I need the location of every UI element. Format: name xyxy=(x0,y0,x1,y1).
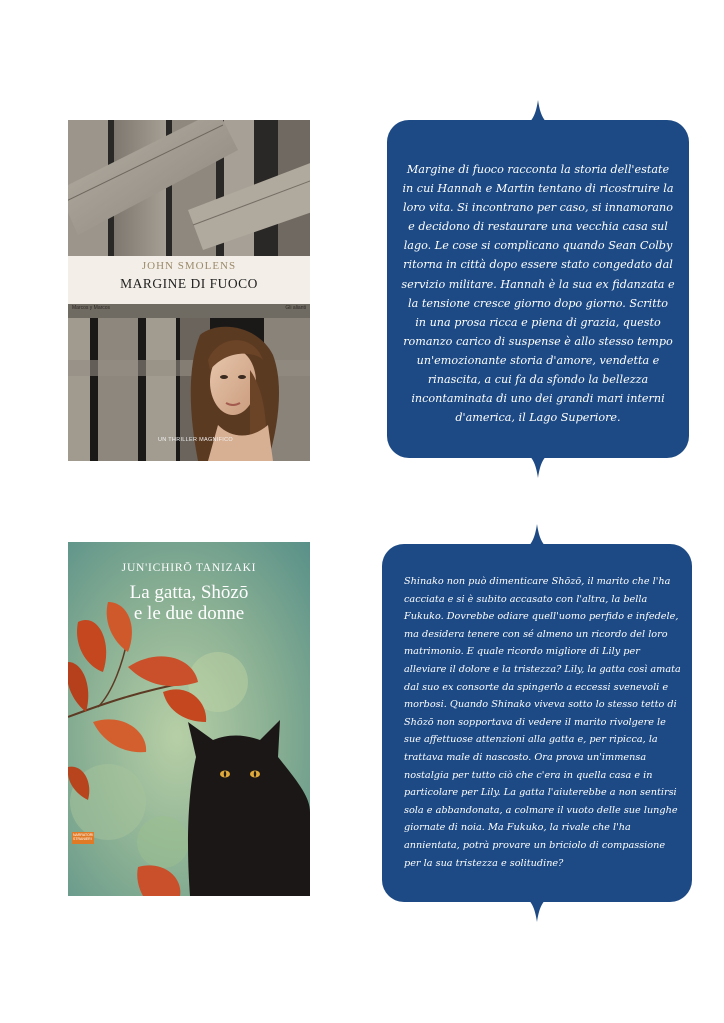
panel-notch-bottom xyxy=(521,896,553,922)
cover-title-line-1: La gatta, Shōzō xyxy=(129,582,249,603)
cover-title xyxy=(68,582,310,624)
cover-title: MARGINE DI FUOCO xyxy=(120,276,258,291)
book-description-text: Margine di fuoco racconta la storia dell'estate in cui Hannah e Martin tentano di ricostruire la loro vita. Si incontrano per caso, si innamorano e decidono di restaurare una vecchia casa sul lago. Le cose si complicano quando Sean Colby ritorna in città dopo essere stato congedato dal servizio militare. Hannah è la sua ex fidanzata e la tensione cresce giorno dopo giorno. Scritto in una prosa ricca e piena di grazia, questo romanzo carico di suspense è allo stesso tempo un'emozionante storia d'amore, vendetta e rinascita, a cui fa da sfondo la bellezza incontaminata di uno dei grandi mari interni d'america, il Lago Superiore. xyxy=(401,163,675,425)
book-description-panel-1 xyxy=(387,120,689,458)
cover-series-badge-text: NARRATORI STRANIERI xyxy=(73,833,94,841)
cover-author: JUN'ICHIRŌ TANIZAKI xyxy=(121,562,257,574)
panel-notch-bottom xyxy=(522,452,554,478)
cover-title-line-2: e le due donne xyxy=(133,603,245,624)
panel-notch-top xyxy=(521,524,553,550)
book-cover-la-gatta xyxy=(68,542,310,896)
book-description-panel-2 xyxy=(382,544,692,902)
panel-notch-top xyxy=(522,100,554,126)
cover-author: JOHN SMOLENS xyxy=(141,260,237,272)
book-description-text: Shinako non può dimenticare Shōzō, il marito che l'ha cacciata e si è subito accasato con l'altra, la bella Fukuko. Dovrebbe odiare quell'uomo perfido e infedele, ma desidera tenere con sé almeno un ricordo del loro matrimonio. E quale ricordo migliore di Lily per alleviare il dolore e la tristezza? Lily, la gatta così amata dal suo ex consorte da spingerlo a eccessi svenevoli e morbosi. Quando Shinako viveva sotto lo stesso tetto di Shōzō non sopportava di vedere il marito rivolgere le sue affettuose attenzioni alla gatta e, per ripicca, la trattava male di nascosto. Ora prova un'immensa nostalgia per tutto ciò che c'era in quella casa e in particolare per Lily. La gatta l'aiuterebbe a non sentirsi sola e abbandonata, a colmare il vuoto delle sue lunghe giornate di noia. Ma Fukuko, la rivale che l'ha annientata, potrà provare un briciolo di compassione per la sua tristezza e solitudine? xyxy=(404,576,681,869)
cover-publisher: Marcos y Marcos xyxy=(72,305,111,311)
cover-tagline: UN THRILLER MAGNIFICO xyxy=(158,437,233,443)
cover-series: Gli alianti xyxy=(285,305,306,311)
book-cover-margine-di-fuoco xyxy=(68,120,310,461)
